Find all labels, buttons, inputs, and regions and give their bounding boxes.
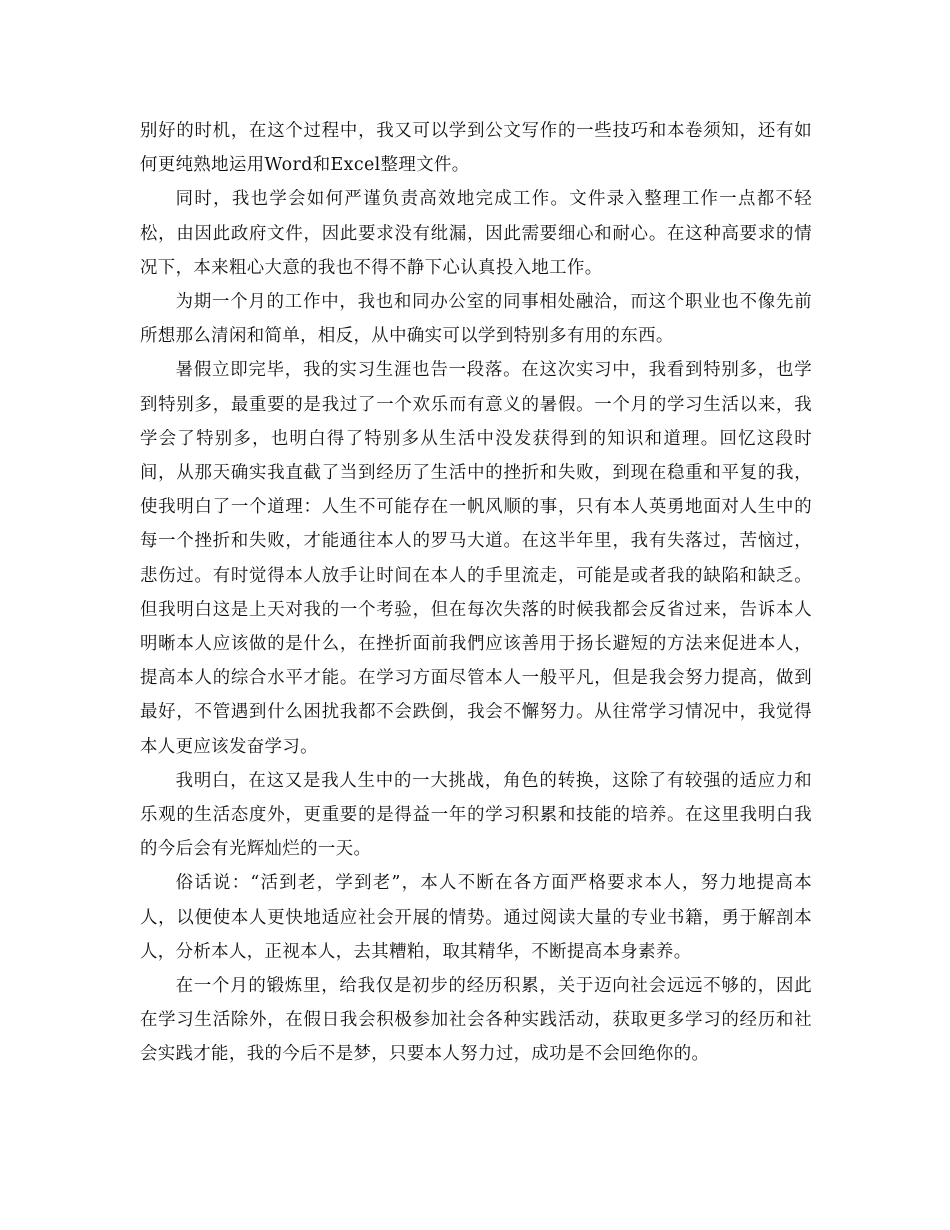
paragraph-7: 在一个月的锻炼里，给我仅是初步的经历积累，关于迈向社会远远不够的，因此在学习生活除外，在假日我会积极参加社会各种实践活动，获取更多学习的经历和社会实践才能，我的今后不是梦，只要本人努力过，成功是不会回绝你的。 [140, 976, 812, 1065]
document-body [140, 114, 812, 1072]
paragraph-4: 暑假立即完毕，我的实习生涯也告一段落。在这次实习中，我看到特别多，也学到特别多，最重要的是我过了一个欢乐而有意义的暑假。一个月的学习生活以来，我学会了特别多，也明白得了特别多从生活中没发获得到的知识和道理。回忆这段时间，从那天确实我直截了当到经历了生活中的挫折和失败，到现在稳重和平复的我，使我明白了一个道理：人生不可能存在一帆风顺的事，只有本人英勇地面对人生中的每一个挫折和失败，才能通往本人的罗马大道。在这半年里，我有失落过，苦恼过，悲伤过。有时觉得本人放手让时间在本人的手里流走，可能是或者我的缺陷和缺乏。但我明白这是上天对我的一个考验，但在每次失落的时候我都会反省过来，告诉本人明晰本人应该做的是什么，在挫折面前我們应该善用于扬长避短的方法来促进本人，提高本人的综合水平才能。在学习方面尽管本人一般平凡，但是我会努力提高，做到最好，不管遇到什么困扰我都不会跌倒，我会不懈努力。从往常学习情况中，我觉得本人更应该发奋学习。 [140, 360, 812, 757]
paragraph-5: 我明白，在这又是我人生中的一大挑战，角色的转换，这除了有较强的适应力和乐观的生活态度外，更重要的是得益一年的学习积累和技能的培养。在这里我明白我的今后会有光辉灿烂的一天。 [140, 770, 812, 860]
paragraph-3: 为期一个月的工作中，我也和同办公室的同事相处融洽，而这个职业也不像先前所想那么清闲和简单，相反，从中确实可以学到特别多有用的东西。 [140, 292, 812, 347]
paragraph-2: 同时，我也学会如何严谨负责高效地完成工作。文件录入整理工作一点都不轻松，由因此政府文件，因此要求没有纰漏，因此需要细心和耐心。在这种高要求的情况下，本来粗心大意的我也不得不静下心认真投入地工作。 [140, 189, 812, 278]
paragraph-1: 别好的时机，在这个过程中，我又可以学到公文写作的一些技巧和本卷须知，还有如何更纯熟地运用Word和Excel整理文件。 [140, 121, 812, 176]
paragraph-6: 俗话说：“活到老，学到老”，本人不断在各方面严格要求本人，努力地提高本人，以便使本人更快地适应社会开展的情势。通过阅读大量的专业书籍，勇于解剖本人，分析本人，正视本人，去其糟粕，取其精华，不断提高本身素养。 [140, 873, 812, 962]
